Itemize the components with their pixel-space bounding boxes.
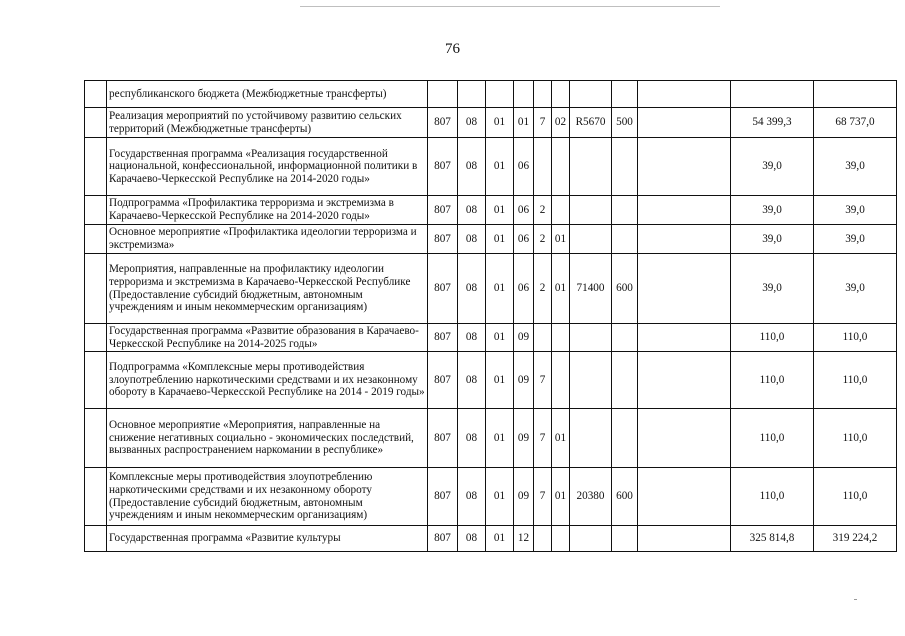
code-direction bbox=[570, 352, 612, 409]
code-subsection: 01 bbox=[486, 225, 514, 254]
code-expense-type bbox=[612, 225, 638, 254]
code-section: 08 bbox=[458, 138, 486, 196]
code-ministry: 807 bbox=[428, 225, 458, 254]
row-margin-cell bbox=[85, 324, 107, 352]
row-description: Государственная программа «Развитие образования в Карачаево-Черкесской Республике на 2014-2025 годы» bbox=[107, 324, 428, 352]
empty-cell bbox=[638, 526, 731, 552]
code-program: 06 bbox=[514, 225, 534, 254]
code-ministry: 807 bbox=[428, 138, 458, 196]
amount-year-1: 110,0 bbox=[731, 324, 814, 352]
code-subsection: 01 bbox=[486, 526, 514, 552]
row-margin-cell bbox=[85, 196, 107, 225]
code-ministry: 807 bbox=[428, 468, 458, 526]
code-expense-type: 600 bbox=[612, 468, 638, 526]
amount-year-1: 110,0 bbox=[731, 409, 814, 468]
row-margin-cell bbox=[85, 468, 107, 526]
code-section: 08 bbox=[458, 196, 486, 225]
code-ministry: 807 bbox=[428, 108, 458, 138]
code-subsection: 01 bbox=[486, 108, 514, 138]
code-subsection: 01 bbox=[486, 138, 514, 196]
code-program: 09 bbox=[514, 324, 534, 352]
code-event bbox=[552, 138, 570, 196]
code-program: 12 bbox=[514, 526, 534, 552]
code-subprogram bbox=[534, 138, 552, 196]
code-direction: 71400 bbox=[570, 254, 612, 324]
code-event: 01 bbox=[552, 254, 570, 324]
code-section: 08 bbox=[458, 409, 486, 468]
table-row bbox=[85, 81, 897, 108]
amount-year-2: 110,0 bbox=[814, 409, 897, 468]
code-subsection: 01 bbox=[486, 352, 514, 409]
code-expense-type: 500 bbox=[612, 108, 638, 138]
amount-year-1: 54 399,3 bbox=[731, 108, 814, 138]
empty-cell bbox=[638, 108, 731, 138]
table-row bbox=[85, 352, 897, 409]
code-ministry: 807 bbox=[428, 324, 458, 352]
amount-year-2 bbox=[814, 81, 897, 108]
code-expense-type bbox=[612, 196, 638, 225]
table-row bbox=[85, 324, 897, 352]
code-program: 09 bbox=[514, 352, 534, 409]
code-ministry bbox=[428, 81, 458, 108]
row-description: республиканского бюджета (Межбюджетные трансферты) bbox=[107, 81, 428, 108]
code-program: 01 bbox=[514, 108, 534, 138]
code-subprogram bbox=[534, 324, 552, 352]
code-subsection bbox=[486, 81, 514, 108]
table-row bbox=[85, 409, 897, 468]
table-row bbox=[85, 468, 897, 526]
code-ministry: 807 bbox=[428, 409, 458, 468]
code-subsection: 01 bbox=[486, 196, 514, 225]
amount-year-1: 39,0 bbox=[731, 138, 814, 196]
row-description: Основное мероприятие «Мероприятия, направленные на снижение негативных социально - экономических последствий, вызванных распространением наркомании в республике» bbox=[107, 409, 428, 468]
code-section: 08 bbox=[458, 225, 486, 254]
row-margin-cell bbox=[85, 254, 107, 324]
code-expense-type: 600 bbox=[612, 254, 638, 324]
amount-year-1: 325 814,8 bbox=[731, 526, 814, 552]
code-subprogram: 2 bbox=[534, 225, 552, 254]
code-event bbox=[552, 81, 570, 108]
row-description: Государственная программа «Реализация государственной национальной, конфессиональной, информационной политики в Карачаево-Черкесской Республике на 2014-2020 годы» bbox=[107, 138, 428, 196]
empty-cell bbox=[638, 196, 731, 225]
row-description: Мероприятия, направленные на профилактику идеологии терроризма и экстремизма в Карачаево-Черкесской Республике (Предоставление субсидий бюджетным, автономным учреждениям и иным некоммерческим организациям) bbox=[107, 254, 428, 324]
code-direction: 20380 bbox=[570, 468, 612, 526]
empty-cell bbox=[638, 409, 731, 468]
row-description: Подпрограмма «Профилактика терроризма и экстремизма в Карачаево-Черкесской Республике на 2014-2020 годы» bbox=[107, 196, 428, 225]
empty-cell bbox=[638, 138, 731, 196]
amount-year-1: 110,0 bbox=[731, 468, 814, 526]
code-direction bbox=[570, 138, 612, 196]
code-expense-type bbox=[612, 352, 638, 409]
code-subprogram: 2 bbox=[534, 196, 552, 225]
code-expense-type bbox=[612, 409, 638, 468]
code-ministry: 807 bbox=[428, 352, 458, 409]
code-subprogram: 7 bbox=[534, 468, 552, 526]
row-margin-cell bbox=[85, 138, 107, 196]
code-event: 01 bbox=[552, 468, 570, 526]
code-ministry: 807 bbox=[428, 526, 458, 552]
row-margin-cell bbox=[85, 81, 107, 108]
scan-edge-line bbox=[300, 6, 720, 7]
code-ministry: 807 bbox=[428, 254, 458, 324]
code-subsection: 01 bbox=[486, 324, 514, 352]
scan-speck bbox=[854, 599, 857, 600]
code-event: 01 bbox=[552, 225, 570, 254]
code-program: 06 bbox=[514, 196, 534, 225]
code-program: 09 bbox=[514, 468, 534, 526]
amount-year-2: 39,0 bbox=[814, 254, 897, 324]
code-event: 01 bbox=[552, 409, 570, 468]
code-section bbox=[458, 81, 486, 108]
code-subsection: 01 bbox=[486, 409, 514, 468]
code-subsection: 01 bbox=[486, 254, 514, 324]
code-subprogram: 7 bbox=[534, 352, 552, 409]
row-description: Реализация мероприятий по устойчивому развитию сельских территорий (Межбюджетные трансферты) bbox=[107, 108, 428, 138]
code-event: 02 bbox=[552, 108, 570, 138]
code-direction: R5670 bbox=[570, 108, 612, 138]
code-expense-type bbox=[612, 324, 638, 352]
amount-year-2: 68 737,0 bbox=[814, 108, 897, 138]
empty-cell bbox=[638, 324, 731, 352]
amount-year-1 bbox=[731, 81, 814, 108]
code-direction bbox=[570, 409, 612, 468]
code-ministry: 807 bbox=[428, 196, 458, 225]
row-description: Основное мероприятие «Профилактика идеологии терроризма и экстремизма» bbox=[107, 225, 428, 254]
code-subprogram bbox=[534, 81, 552, 108]
code-direction bbox=[570, 196, 612, 225]
row-margin-cell bbox=[85, 352, 107, 409]
code-section: 08 bbox=[458, 324, 486, 352]
row-description: Комплексные меры противодействия злоупотреблению наркотическими средствами и их незаконному обороту (Предоставление субсидий бюджетным, автономным учреждениям и иным некоммерческим организациям) bbox=[107, 468, 428, 526]
code-event bbox=[552, 324, 570, 352]
row-margin-cell bbox=[85, 526, 107, 552]
empty-cell bbox=[638, 225, 731, 254]
table-row bbox=[85, 526, 897, 552]
empty-cell bbox=[638, 254, 731, 324]
code-section: 08 bbox=[458, 468, 486, 526]
code-expense-type bbox=[612, 526, 638, 552]
code-program: 09 bbox=[514, 409, 534, 468]
amount-year-2: 39,0 bbox=[814, 138, 897, 196]
budget-table-body bbox=[85, 81, 897, 552]
amount-year-2: 110,0 bbox=[814, 324, 897, 352]
amount-year-2: 110,0 bbox=[814, 468, 897, 526]
amount-year-2: 39,0 bbox=[814, 225, 897, 254]
code-section: 08 bbox=[458, 254, 486, 324]
table-row bbox=[85, 196, 897, 225]
code-expense-type bbox=[612, 81, 638, 108]
table-row bbox=[85, 138, 897, 196]
amount-year-2: 110,0 bbox=[814, 352, 897, 409]
table-row bbox=[85, 225, 897, 254]
code-direction bbox=[570, 225, 612, 254]
code-subprogram bbox=[534, 526, 552, 552]
code-program: 06 bbox=[514, 138, 534, 196]
code-event bbox=[552, 196, 570, 225]
empty-cell bbox=[638, 81, 731, 108]
table-row bbox=[85, 254, 897, 324]
code-direction bbox=[570, 81, 612, 108]
code-subprogram: 7 bbox=[534, 409, 552, 468]
empty-cell bbox=[638, 468, 731, 526]
code-subprogram: 2 bbox=[534, 254, 552, 324]
amount-year-2: 319 224,2 bbox=[814, 526, 897, 552]
budget-table bbox=[84, 80, 897, 552]
code-section: 08 bbox=[458, 352, 486, 409]
code-direction bbox=[570, 324, 612, 352]
amount-year-1: 39,0 bbox=[731, 196, 814, 225]
table-row bbox=[85, 108, 897, 138]
code-program bbox=[514, 81, 534, 108]
empty-cell bbox=[638, 352, 731, 409]
code-section: 08 bbox=[458, 526, 486, 552]
amount-year-1: 110,0 bbox=[731, 352, 814, 409]
code-subprogram: 7 bbox=[534, 108, 552, 138]
code-subsection: 01 bbox=[486, 468, 514, 526]
amount-year-2: 39,0 bbox=[814, 196, 897, 225]
row-description: Подпрограмма «Комплексные меры противодействия злоупотреблению наркотическими средствами и их незаконному обороту в Карачаево-Черкесской Республике на 2014 - 2019 годы» bbox=[107, 352, 428, 409]
page-number: 76 bbox=[445, 41, 460, 57]
row-margin-cell bbox=[85, 225, 107, 254]
code-event bbox=[552, 352, 570, 409]
code-expense-type bbox=[612, 138, 638, 196]
row-description: Государственная программа «Развитие культуры bbox=[107, 526, 428, 552]
row-margin-cell bbox=[85, 409, 107, 468]
amount-year-1: 39,0 bbox=[731, 254, 814, 324]
code-direction bbox=[570, 526, 612, 552]
code-program: 06 bbox=[514, 254, 534, 324]
row-margin-cell bbox=[85, 108, 107, 138]
code-section: 08 bbox=[458, 108, 486, 138]
amount-year-1: 39,0 bbox=[731, 225, 814, 254]
code-event bbox=[552, 526, 570, 552]
